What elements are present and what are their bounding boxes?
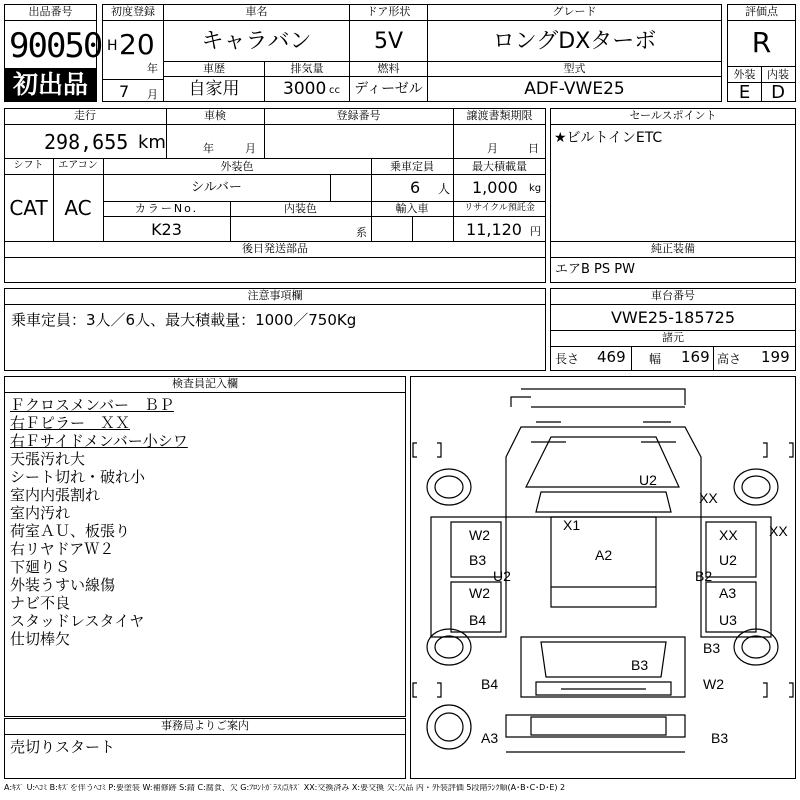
inspector-note: 荷室ＡＵ、板張り <box>10 522 131 540</box>
later-parts-label: 後日発送部品 <box>5 242 545 258</box>
inspector-note: 仕切棒欠 <box>10 630 71 648</box>
damage-mark: U2 <box>639 472 657 488</box>
first-reg-box <box>102 4 164 102</box>
max-load-label: 最大積載量 <box>472 160 527 173</box>
damage-mark: A3 <box>719 585 737 601</box>
exterior-color: シルバー <box>191 180 242 195</box>
lot-number: 90050 <box>9 26 102 66</box>
specs-block <box>4 108 546 242</box>
car-name-box <box>163 4 350 62</box>
chassis-label: 車台番号 <box>551 289 795 305</box>
inspector-note: 右Ｆピラー ＸＸ <box>10 414 131 432</box>
damage-mark: B3 <box>711 730 729 746</box>
damage-mark: XX <box>699 490 718 506</box>
damage-mark: B4 <box>481 676 499 692</box>
options-text: エアB PS PW <box>555 262 635 277</box>
shift-label: シフト <box>13 160 44 171</box>
interior-color-suffix: 系 <box>356 226 367 239</box>
inspector-notes <box>10 396 400 648</box>
sales-points-label: セールスポイント <box>551 109 795 125</box>
history-label: 車歴 <box>164 62 264 77</box>
damage-mark: XX <box>769 523 788 539</box>
inspector-note: Ｆクロスメンバー ＢＰ <box>10 396 174 414</box>
car-name: キャラバン <box>201 29 312 54</box>
damage-mark: W2 <box>469 585 490 601</box>
length-label: 長さ <box>555 352 580 366</box>
fuel-box <box>349 61 428 102</box>
damage-mark: U2 <box>493 568 511 584</box>
later-parts-box <box>4 241 546 283</box>
damage-mark: B4 <box>469 612 487 628</box>
first-reg-era: H <box>107 38 118 54</box>
ac: AC <box>64 196 92 220</box>
inspector-label: 検査員記入欄 <box>5 377 405 393</box>
first-reg-label: 初度登録 <box>103 5 163 21</box>
width-label: 幅 <box>649 352 662 366</box>
damage-mark: B3 <box>469 552 487 568</box>
car-diagram-box <box>410 376 796 779</box>
import-label: 輸入車 <box>395 202 429 215</box>
color-no: K23 <box>151 220 182 239</box>
inspector-note: 天張汚れ大 <box>10 450 86 468</box>
inspector-note: 室内汚れ <box>10 504 71 522</box>
damage-mark: W2 <box>469 527 490 543</box>
max-load: 1,000 <box>472 178 518 197</box>
model-box <box>427 61 722 102</box>
length: 469 <box>597 348 626 366</box>
options-label: 純正装備 <box>551 242 795 258</box>
car-name-label: 車名 <box>164 5 349 21</box>
inspection-month-unit: 月 <box>245 142 256 155</box>
capacity-unit: 人 <box>438 182 451 196</box>
max-load-unit: kg <box>529 183 542 194</box>
capacity-label: 乗車定員 <box>390 160 434 173</box>
score: R <box>751 26 772 59</box>
fuel: ディーゼル <box>354 81 423 97</box>
history: 自家用 <box>188 79 240 99</box>
sales-points-box <box>550 108 796 242</box>
fuel-label: 燃料 <box>350 62 427 77</box>
height-label: 高さ <box>717 352 742 366</box>
damage-mark: X1 <box>563 517 581 533</box>
inspector-note: 右リヤドアＷ２ <box>10 540 115 558</box>
options-box <box>550 241 796 283</box>
exterior-grade-label: 外装 <box>733 68 756 81</box>
caution-label: 注意事項欄 <box>5 289 545 305</box>
lot-label: 出品番号 <box>5 5 96 21</box>
grade-box <box>427 4 722 62</box>
history-box <box>163 61 265 102</box>
registration-label: 登録番号 <box>336 109 381 122</box>
inspection-label: 車検 <box>204 109 226 122</box>
office-text: 売切りスタート <box>10 738 116 756</box>
score-box <box>727 4 796 102</box>
recycle-label: リサイクル預託金 <box>464 203 535 213</box>
footer-legend: A:ｷｽﾞ U:ﾍｺﾐ B:ｷｽﾞを伴うﾍｺﾐ P:要塗装 W:補修跡 S:錆 C:腐食、欠 G:ﾌﾛﾝﾄｶﾞﾗｽ点ｷｽﾞ XX:交換済み X:要交換 欠:欠品 内・外装評価 5段階ﾗﾝｸ順(A･B･C･D･E) 2 <box>4 784 566 792</box>
exterior-grade: E <box>738 82 751 103</box>
interior-grade: D <box>771 82 785 103</box>
door-type: 5V <box>373 29 404 54</box>
model-label: 型式 <box>428 62 721 77</box>
inspector-box <box>4 376 406 717</box>
displacement-box <box>264 61 350 102</box>
interior-color-label: 内装色 <box>284 202 317 215</box>
damage-mark: XX <box>719 527 738 543</box>
first-reg-year: 20 <box>119 28 155 61</box>
displacement-unit: cc <box>329 85 340 96</box>
inspector-note: 外装うすい線傷 <box>10 576 116 594</box>
damage-mark: W2 <box>703 676 724 692</box>
ac-label: エアコン <box>58 160 98 171</box>
height: 199 <box>761 348 790 366</box>
shift: CAT <box>9 196 48 220</box>
year-unit: 年 <box>147 62 158 75</box>
transfer-day-unit: 日 <box>528 142 539 155</box>
inspector-note: 室内内張割れ <box>10 486 101 504</box>
mileage-label: 走行 <box>74 109 96 122</box>
lot-box <box>4 4 102 102</box>
recycle: 11,120 <box>466 220 522 239</box>
damage-mark: U3 <box>719 612 737 628</box>
inspector-note: 下廻りＳ <box>10 558 71 576</box>
inspector-note: ナビ不良 <box>10 594 71 612</box>
car-diagram <box>411 377 795 778</box>
color-no-label: カラーNo. <box>134 202 199 215</box>
first-listing-text: 初出品 <box>12 70 88 99</box>
recycle-unit: 円 <box>530 225 541 238</box>
inspection-year-unit: 年 <box>203 142 214 155</box>
mileage-unit: km <box>138 132 166 153</box>
exterior-color-label: 外装色 <box>220 160 254 173</box>
caution-text: 乗車定員：3人／6人、最大積載量：1000／750Kg <box>11 311 357 329</box>
model: ADF-VWE25 <box>524 79 625 99</box>
mileage: 298,655 <box>44 130 129 154</box>
door-label: ドア形状 <box>350 5 427 21</box>
month-unit: 月 <box>147 88 158 101</box>
damage-mark: U2 <box>719 552 737 568</box>
grade: ロングDXターボ <box>492 29 657 54</box>
score-label: 評価点 <box>728 5 795 21</box>
transfer-month-unit: 月 <box>487 142 498 155</box>
chassis-number: VWE25-185725 <box>610 308 736 327</box>
transfer-deadline-label: 譲渡書類期限 <box>466 109 533 122</box>
first-reg-month: 7 <box>119 82 130 101</box>
chassis-box <box>550 288 796 371</box>
damage-mark: B3 <box>703 640 721 656</box>
inspector-note: スタッドレスタイヤ <box>10 612 145 630</box>
interior-grade-label: 内装 <box>767 68 789 81</box>
width: 169 <box>681 348 710 366</box>
office-label: 事務局よりご案内 <box>5 719 405 735</box>
inspector-note: シート切れ・破れ小 <box>10 468 146 486</box>
caution-box <box>4 288 546 371</box>
damage-mark: A3 <box>481 730 499 746</box>
capacity: 6 <box>410 178 421 197</box>
door-box <box>349 4 428 62</box>
damage-mark: A2 <box>595 547 613 563</box>
inspector-note: 右Ｆサイドメンバー小シワ <box>10 432 188 450</box>
grade-label: グレード <box>428 5 721 21</box>
sales-points-text: ★ビルトインETC <box>554 130 663 146</box>
damage-mark: B2 <box>695 568 713 584</box>
damage-mark: B3 <box>631 657 649 673</box>
office-box <box>4 718 406 779</box>
displacement: 3000 <box>283 79 327 99</box>
displacement-label: 排気量 <box>265 62 349 77</box>
dims-label: 諸元 <box>662 331 684 344</box>
